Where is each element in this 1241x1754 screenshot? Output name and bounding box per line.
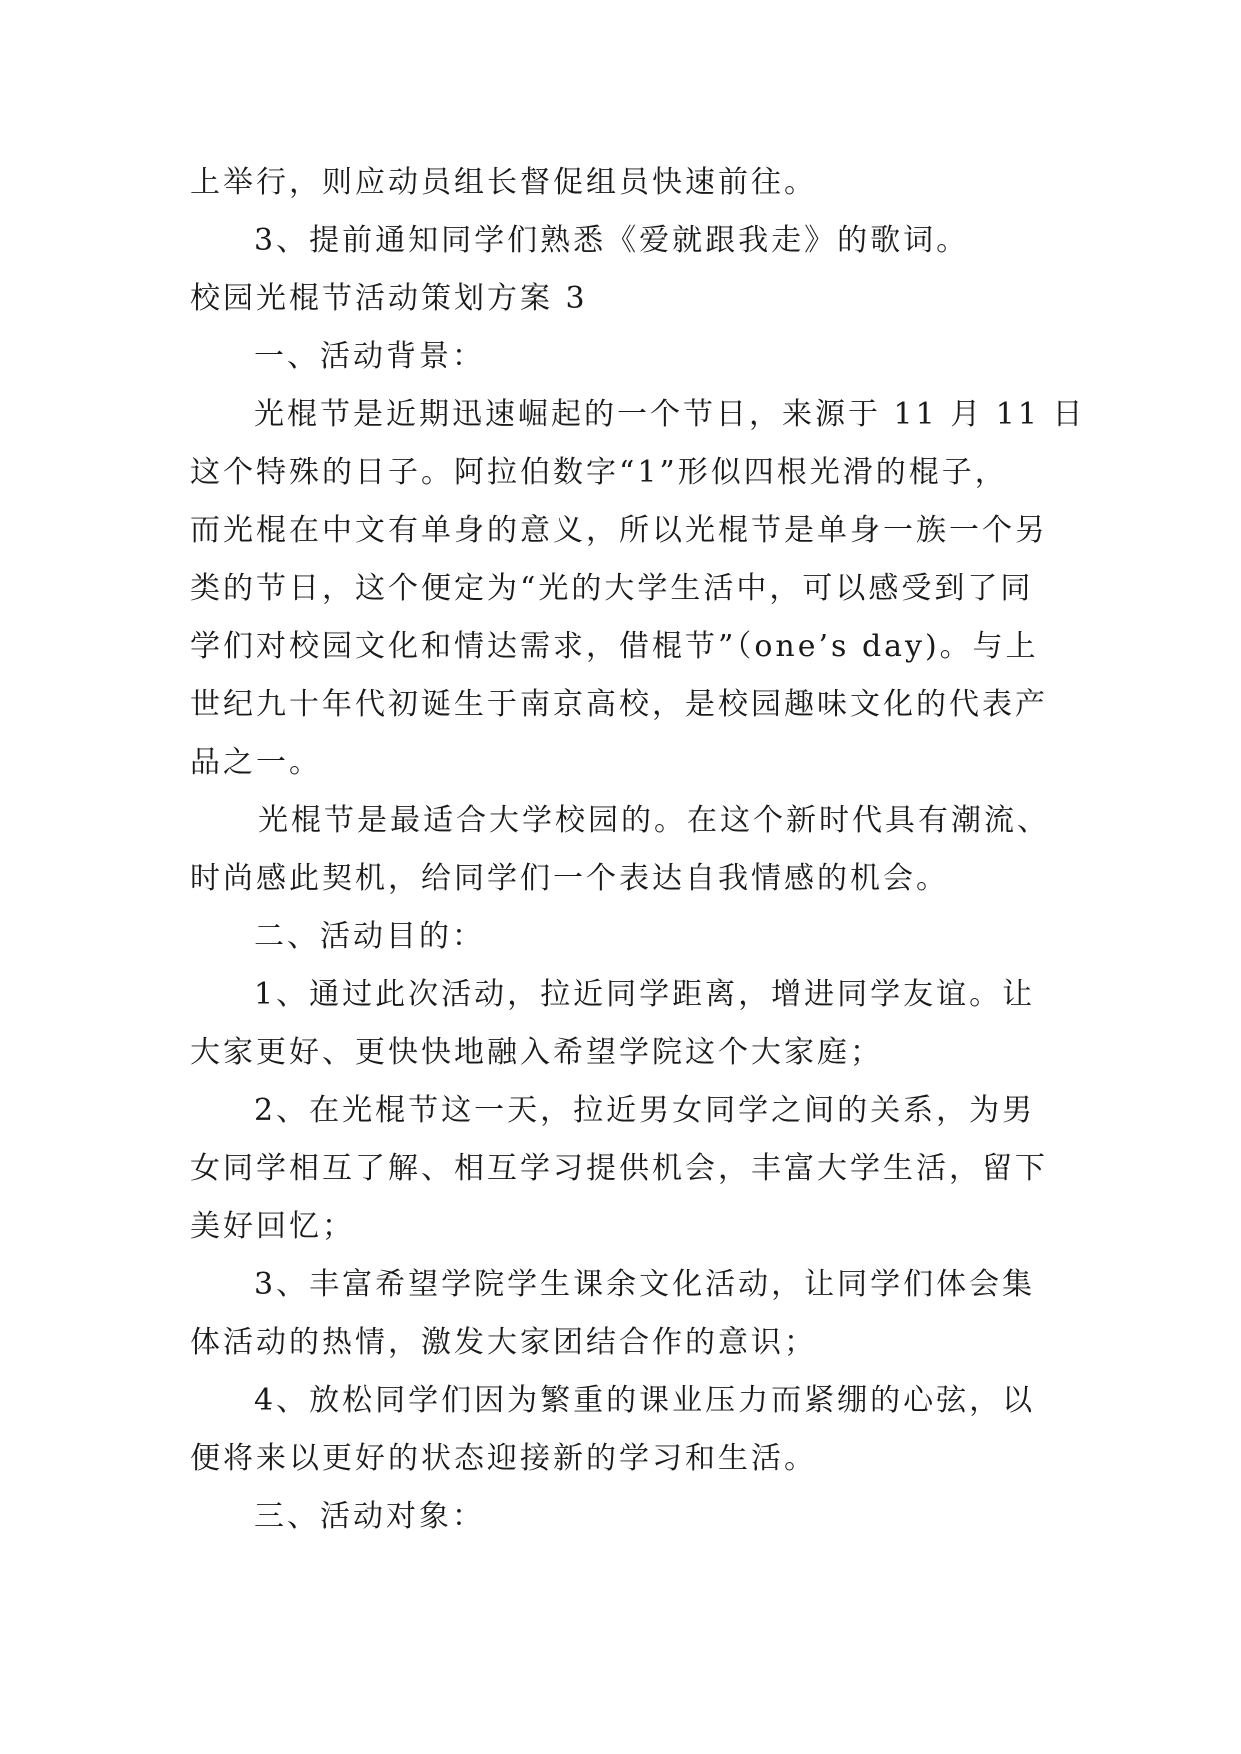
text-line: 类的节日，这个便定为“光的大学生活中，可以感受到了同 [190, 571, 1034, 606]
text-line: 品之一。 [190, 745, 322, 780]
text-line: 这个特殊的日子。阿拉伯数字“1”形似四根光滑的棍子， [190, 455, 1008, 490]
text-line: 学们对校园文化和情达需求，借棍节”（one’s day)。与上 [190, 629, 1039, 664]
list-item: 3、提前通知同学们熟悉《爱就跟我走》的歌词。 [254, 223, 970, 258]
text-line: 便将来以更好的状态迎接新的学习和生活。 [190, 1441, 817, 1476]
list-item: 1、通过此次活动，拉近同学距离，增进同学友谊。让 [254, 977, 1036, 1012]
section-title: 校园光棍节活动策划方案 3 [190, 281, 588, 316]
list-item: 4、放松同学们因为繁重的课业压力而紧绷的心弦，以 [254, 1383, 1036, 1418]
section-heading: 三、活动对象： [254, 1499, 485, 1534]
text-line: 光棍节是近期迅速崛起的一个节日，来源于 11 月 11 日 [254, 397, 1086, 432]
section-heading: 一、活动背景： [254, 339, 485, 374]
list-item: 2、在光棍节这一天，拉近男女同学之间的关系，为男 [254, 1093, 1036, 1128]
text-line: 时尚感此契机，给同学们一个表达自我情感的机会。 [190, 861, 949, 896]
text-line: 而光棍在中文有单身的意义，所以光棍节是单身一族一个另 [190, 513, 1048, 548]
text-line: 体活动的热情，激发大家团结合作的意识； [190, 1325, 817, 1360]
text-line: 光棍节是最适合大学校园的。在这个新时代具有潮流、 [258, 803, 1050, 838]
section-heading: 二、活动目的： [254, 919, 485, 954]
text-line: 女同学相互了解、相互学习提供机会，丰富大学生活，留下 [190, 1151, 1048, 1186]
text-line: 大家更好、更快快地融入希望学院这个大家庭； [190, 1035, 883, 1070]
list-item: 3、丰富希望学院学生课余文化活动，让同学们体会集 [254, 1267, 1036, 1302]
text-line: 世纪九十年代初诞生于南京高校，是校园趣味文化的代表产 [190, 687, 1048, 722]
text-line: 上举行，则应动员组长督促组员快速前往。 [190, 165, 817, 200]
text-line: 美好回忆； [190, 1209, 355, 1244]
